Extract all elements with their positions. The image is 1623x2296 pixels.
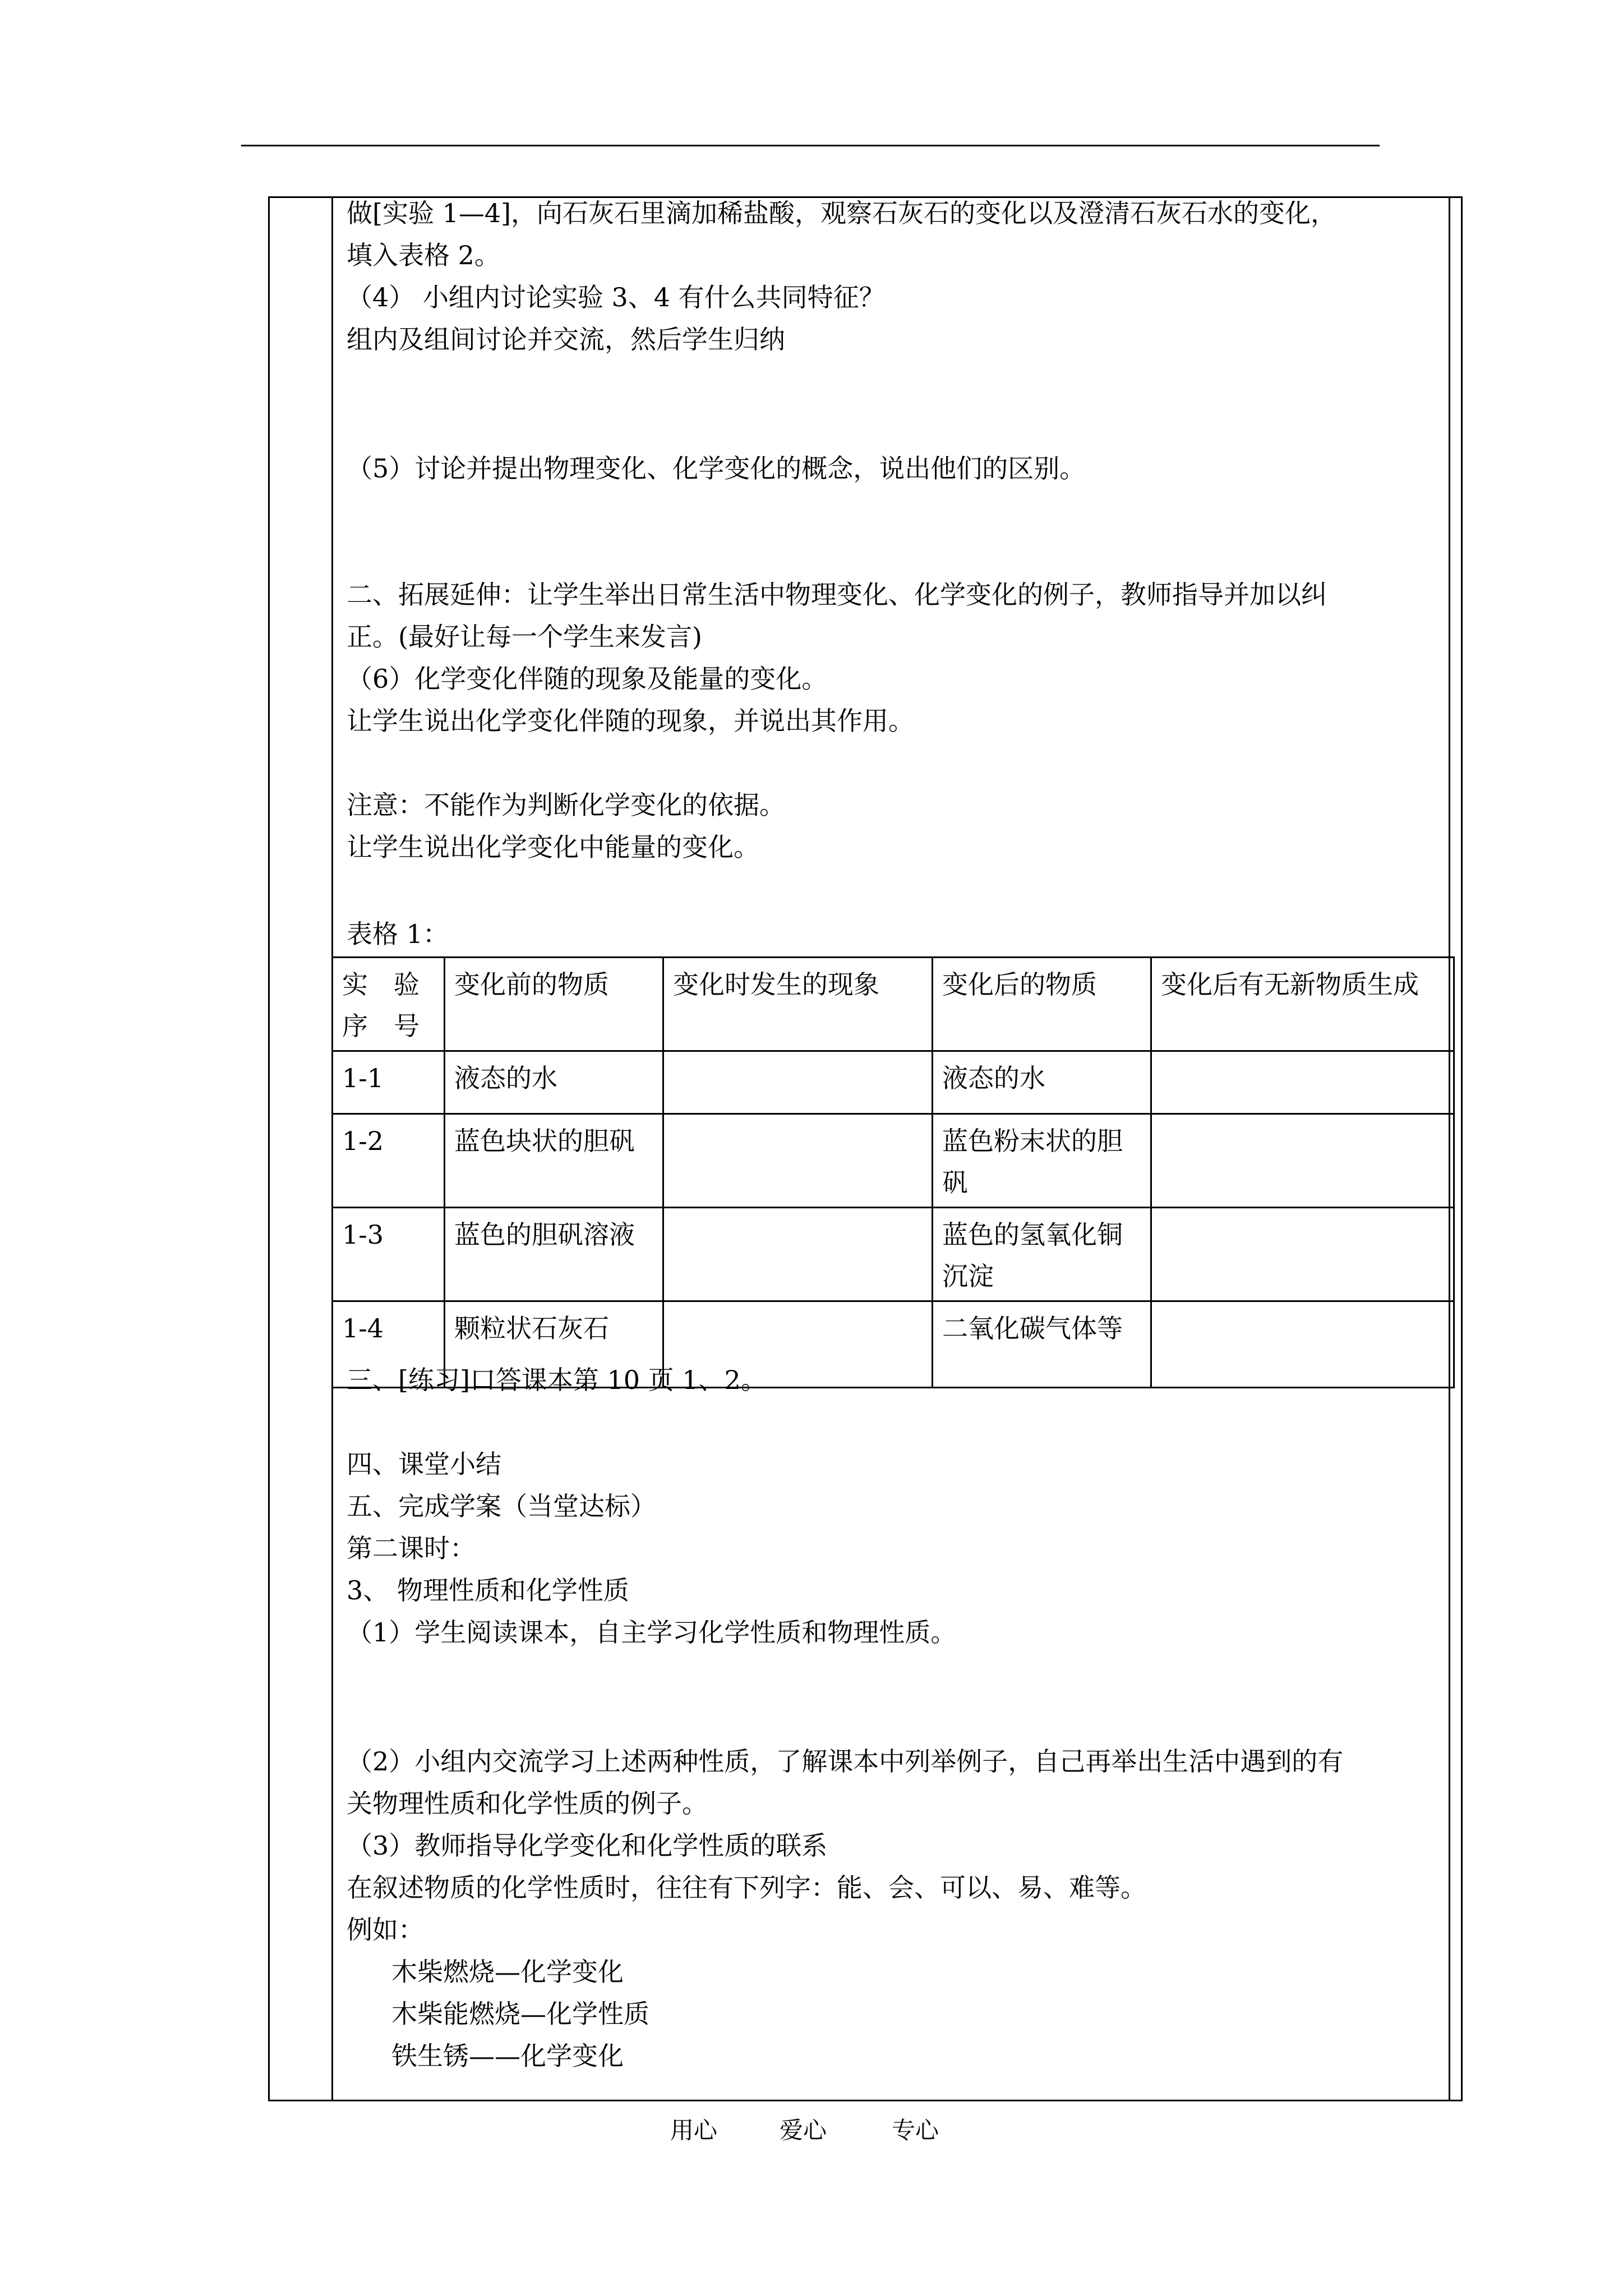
footer-text-center: 爱心 xyxy=(780,2116,827,2144)
text-line: 铁生锈——化学变化 xyxy=(391,2041,624,2071)
footer-text-right: 专心 xyxy=(892,2116,939,2144)
text-line: 在叙述物质的化学性质时，往往有下列字：能、会、可以、易、难等。 xyxy=(347,1872,1146,1903)
text-line: （4） 小组内讨论实验 3、4 有什么共同特征？ xyxy=(347,282,885,312)
text-line: （5）讨论并提出物理变化、化学变化的概念，说出他们的区别。 xyxy=(347,453,1086,484)
text-line: 组内及组间讨论并交流，然后学生归纳 xyxy=(347,324,785,355)
table-header-cell: 变化时发生的现象 xyxy=(663,958,933,1051)
text-line: 正。(最好让每一个学生来发言) xyxy=(347,622,702,652)
table-cell: 颗粒状石灰石 xyxy=(445,1301,663,1388)
table-cell xyxy=(663,1301,933,1388)
table-cell: 1-4 xyxy=(333,1301,445,1388)
table-header-row xyxy=(333,958,1454,1051)
table-cell: 二氧化碳气体等 xyxy=(933,1301,1151,1388)
table-cell: 1-1 xyxy=(333,1051,445,1114)
text-line: 填入表格 2。 xyxy=(347,240,500,270)
header-rule xyxy=(241,145,1380,146)
table-header-cell: 变化后的物质 xyxy=(933,958,1151,1051)
text-line: 二、拓展延伸：让学生举出日常生活中物理变化、化学变化的例子，教师指导并加以纠 xyxy=(347,579,1327,610)
table-header-cell: 变化前的物质 xyxy=(445,958,663,1051)
table-cell: 液态的水 xyxy=(933,1051,1151,1114)
text-line: 木柴能燃烧—化学性质 xyxy=(391,1999,649,2029)
table-cell xyxy=(1151,1208,1454,1301)
text-line: 让学生说出化学变化伴随的现象，并说出其作用。 xyxy=(347,706,914,736)
table-header-cell: 变化后有无新物质生成 xyxy=(1151,958,1454,1051)
text-line: 木柴燃烧—化学变化 xyxy=(391,1957,624,1987)
text-line: 让学生说出化学变化中能量的变化。 xyxy=(347,832,759,862)
text-line: 第二课时： xyxy=(347,1533,476,1563)
table-cell: 1-3 xyxy=(333,1208,445,1301)
table-cell: 1-2 xyxy=(333,1114,445,1208)
footer-text-left: 用心 xyxy=(670,2116,718,2144)
text-line: 注意：不能作为判断化学变化的依据。 xyxy=(347,790,785,820)
table-cell: 液态的水 xyxy=(445,1051,663,1114)
table-header-cell: 实 验序 号 xyxy=(333,958,445,1051)
text-line: 做[实验 1—4]，向石灰石里滴加稀盐酸，观察石灰石的变化以及澄清石灰石水的变化， xyxy=(347,198,1337,228)
table-row xyxy=(333,1301,1454,1388)
text-line: 五、完成学案（当堂达标） xyxy=(347,1491,656,1521)
table-cell: 蓝色的氢氧化铜沉淀 xyxy=(933,1208,1151,1301)
table-cell: 蓝色粉末状的胆矾 xyxy=(933,1114,1151,1208)
table-cell xyxy=(1151,1114,1454,1208)
table-cell xyxy=(1151,1301,1454,1388)
table-cell xyxy=(663,1114,933,1208)
text-line: （6）化学变化伴随的现象及能量的变化。 xyxy=(347,664,828,694)
text-line: （2）小组内交流学习上述两种性质，了解课本中列举例子，自己再举出生活中遇到的有 xyxy=(347,1746,1344,1777)
table-cell xyxy=(663,1208,933,1301)
text-line: 例如： xyxy=(347,1915,424,1945)
text-line: 关物理性质和化学性质的例子。 xyxy=(347,1788,708,1819)
text-line: （3）教师指导化学变化和化学性质的联系 xyxy=(347,1830,828,1861)
table-cell xyxy=(1151,1051,1454,1114)
text-line: 四、课堂小结 xyxy=(347,1449,501,1479)
table-cell xyxy=(663,1051,933,1114)
text-line: 3、 物理性质和化学性质 xyxy=(347,1575,629,1605)
table-row xyxy=(333,1114,1454,1208)
table-cell: 蓝色的胆矾溶液 xyxy=(445,1208,663,1301)
text-line: 三、[练习]口答课本第 10 页 1、2。 xyxy=(347,1365,767,1395)
text-line: 表格 1： xyxy=(347,919,449,949)
table-cell: 蓝色块状的胆矾 xyxy=(445,1114,663,1208)
table-row xyxy=(333,1208,1454,1301)
table-row xyxy=(333,1051,1454,1114)
experiment-table xyxy=(331,956,1455,1388)
text-line: （1）学生阅读课本，自主学习化学性质和物理性质。 xyxy=(347,1617,957,1648)
